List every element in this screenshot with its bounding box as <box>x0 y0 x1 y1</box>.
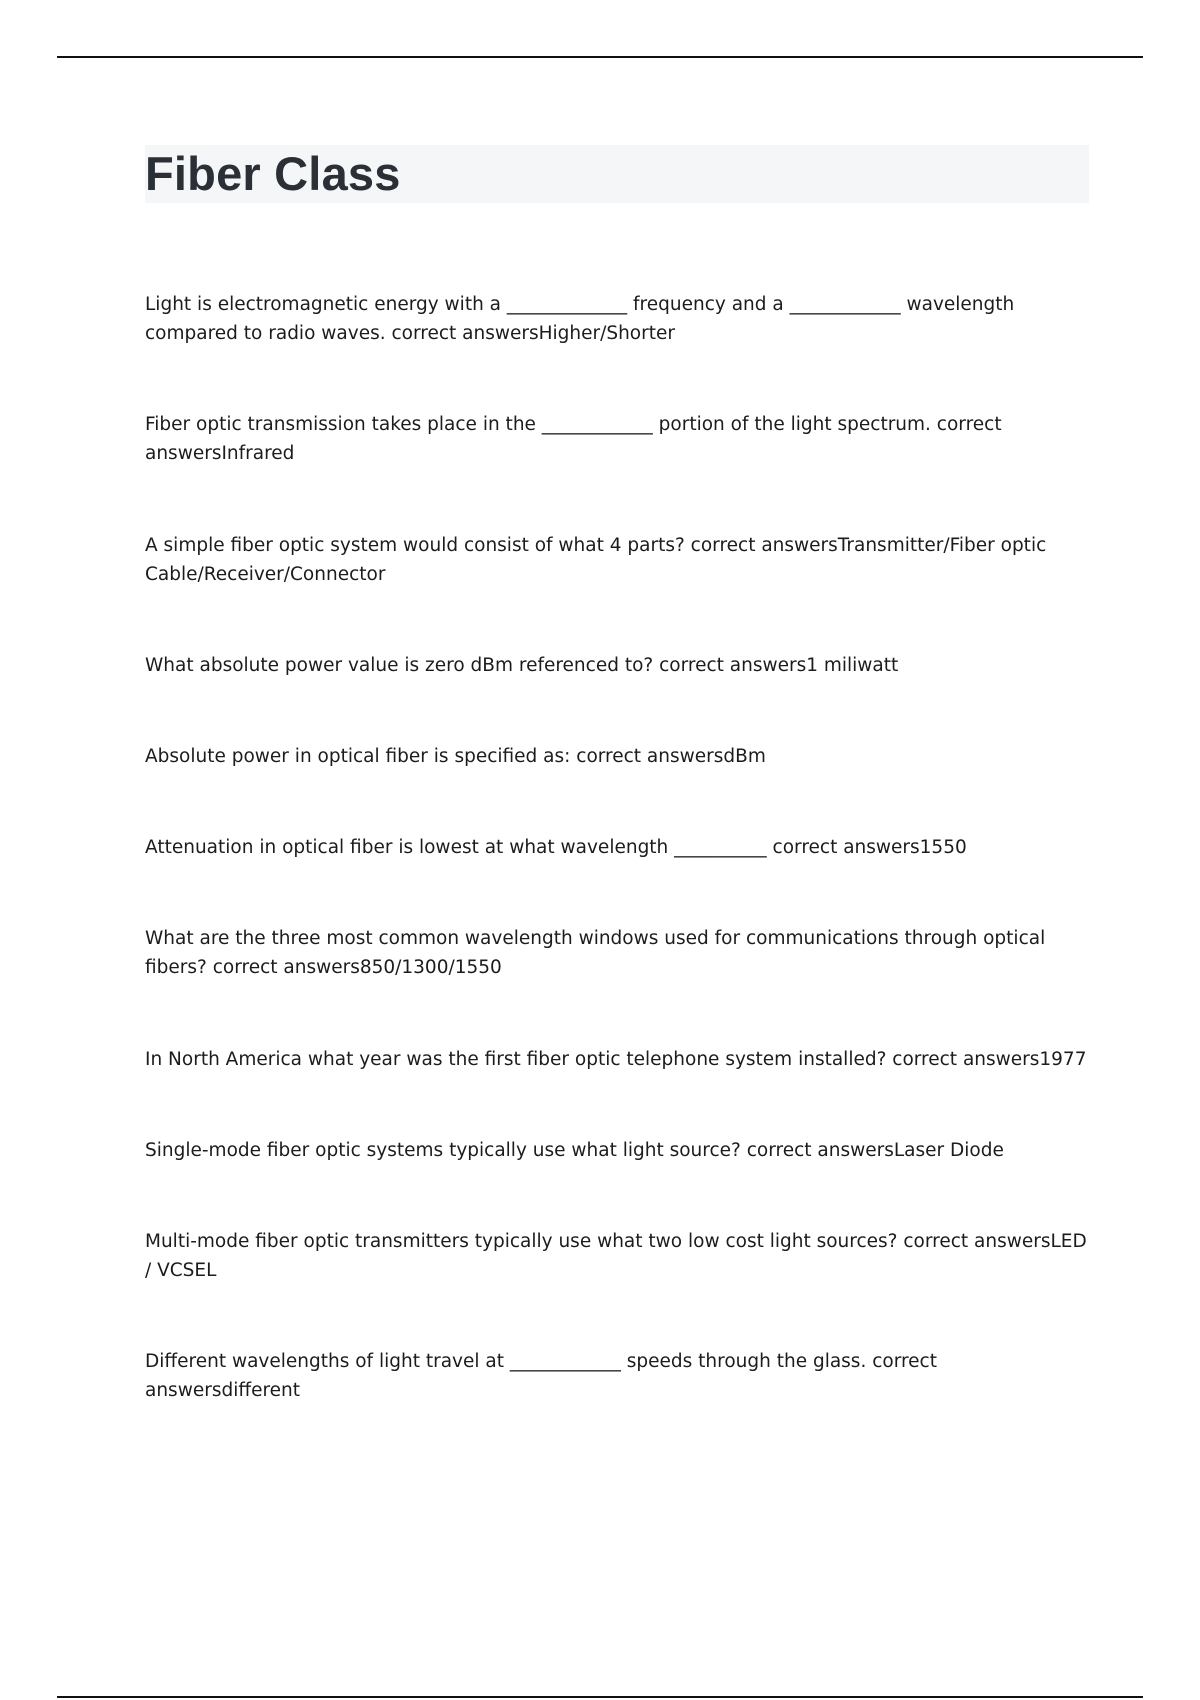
qa-entry: Attenuation in optical fiber is lowest at what wavelength __________ correct answers1550 <box>145 837 967 858</box>
qa-entry: Multi-mode fiber optic transmitters typically use what two low cost light sources? correct answersLED / VCSEL <box>145 1231 1087 1281</box>
qa-entry: Absolute power in optical fiber is specified as: correct answersdBm <box>145 746 766 767</box>
qa-entry: Single-mode fiber optic systems typically use what light source? correct answersLaser Diode <box>145 1140 1004 1161</box>
qa-entry: In North America what year was the first fiber optic telephone system installed? correct answers1977 <box>145 1049 1087 1070</box>
qa-entry: Light is electromagnetic energy with a _____________ frequency and a ____________ wavelength compared to radio waves. correct answersHigher/Shorter <box>145 294 1015 344</box>
qa-entry: Different wavelengths of light travel at ____________ speeds through the glass. correct answersdifferent <box>145 1351 937 1401</box>
bottom-rule <box>57 1696 1143 1698</box>
qa-entry: What absolute power value is zero dBm referenced to? correct answers1 miliwatt <box>145 655 899 676</box>
top-rule <box>57 56 1143 58</box>
qa-entry: What are the three most common wavelength windows used for communications through optical fibers? correct answers850/1300/1550 <box>145 928 1046 978</box>
qa-entry: A simple fiber optic system would consist of what 4 parts? correct answersTransmitter/Fiber optic Cable/Receiver/Connector <box>145 535 1047 585</box>
document-title: Fiber Class <box>145 147 401 200</box>
qa-entry: Fiber optic transmission takes place in the ____________ portion of the light spectrum. correct answersInfrared <box>145 414 1002 464</box>
